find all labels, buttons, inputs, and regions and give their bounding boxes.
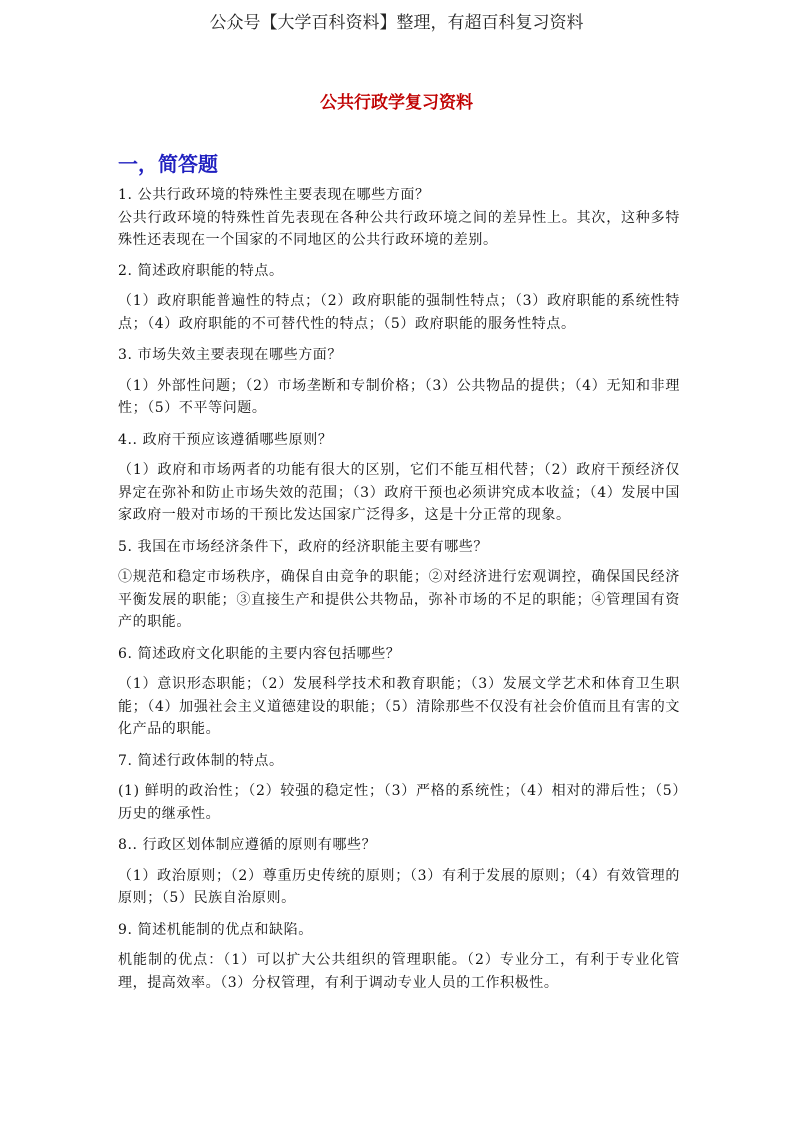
- question: 2. 简述政府职能的特点。: [118, 262, 284, 279]
- qa-item: [118, 919, 680, 995]
- qa-item: [118, 643, 680, 741]
- question: 7. 简述行政体制的特点。: [118, 752, 284, 769]
- document-title: 公共行政学复习资料: [320, 93, 473, 113]
- question: 3. 市场失效主要表现在哪些方面？: [118, 347, 343, 363]
- qa-item: [118, 429, 680, 527]
- qa-item: [118, 750, 680, 826]
- qa-item: [118, 184, 680, 252]
- question: 8.. 行政区划体制应遵循的原则有哪些？: [118, 837, 377, 853]
- qa-list: [118, 184, 680, 1003]
- answer: （1）政府职能普遍性的特点；（2）政府职能的强制性特点；（3）政府职能的系统性特点；（4）政府职能的不可替代性的特点；（5）政府职能的服务性特点。: [118, 293, 680, 332]
- answer: (1) 鲜明的政治性；（2）较强的稳定性；（3）严格的系统性；（4）相对的滞后性；（5）历史的继承性。: [118, 783, 680, 822]
- answer: 公共行政环境的特殊性首先表现在各种公共行政环境之间的差异性上。其次，这种多特殊性还表现在一个国家的不同地区的公共行政环境的差别。: [118, 209, 680, 248]
- section-heading: 一，简答题: [118, 152, 218, 176]
- answer: 机能制的优点：（1）可以扩大公共组织的管理职能。（2）专业分工，有利于专业化管理，提高效率。（3）分权管理，有利于调动专业人员的工作积极性。: [118, 952, 680, 991]
- watermark-header: 公众号【大学百科资料】整理，有超百科复习资料: [209, 13, 584, 33]
- question: 9. 简述机能制的优点和缺陷。: [118, 921, 313, 938]
- qa-item: [118, 536, 680, 634]
- answer: （1）意识形态职能；（2）发展科学技术和教育职能；（3）发展文学艺术和体育卫生职能；（4）加强社会主义道德建设的职能；（5）清除那些不仅没有社会价值而且有害的文化产品的职能。: [118, 676, 680, 737]
- answer: （1）政治原则；（2）尊重历史传统的原则；（3）有利于发展的原则；（4）有效管理的原则；（5）民族自治原则。: [118, 867, 680, 906]
- answer: （1）外部性问题；（2）市场垄断和专制价格；（3）公共物品的提供；（4）无知和非理性；（5）不平等问题。: [118, 377, 680, 416]
- answer: ①规范和稳定市场秩序，确保自由竞争的职能；②对经济进行宏观调控，确保国民经济平衡发展的职能；③直接生产和提供公共物品，弥补市场的不足的职能；④管理国有资产的职能。: [118, 569, 680, 630]
- question: 1. 公共行政环境的特殊性主要表现在哪些方面？: [118, 187, 430, 203]
- question: 4.. 政府干预应该遵循哪些原则？: [118, 431, 333, 448]
- question: 6. 简述政府文化职能的主要内容包括哪些？: [118, 645, 401, 662]
- question: 5. 我国在市场经济条件下，政府的经济职能主要有哪些？: [118, 538, 489, 555]
- qa-item: [118, 834, 680, 910]
- answer: （1）政府和市场两者的功能有很大的区别，它们不能互相代替；（2）政府干预经济仅界定在弥补和防止市场失效的范围；（3）政府干预也必须讲究成本收益；（4）发展中国家政府一般对市场的干预比发达国家广泛得多，这是十分正常的现象。: [118, 462, 680, 523]
- qa-item: [118, 344, 680, 420]
- qa-item: [118, 260, 680, 336]
